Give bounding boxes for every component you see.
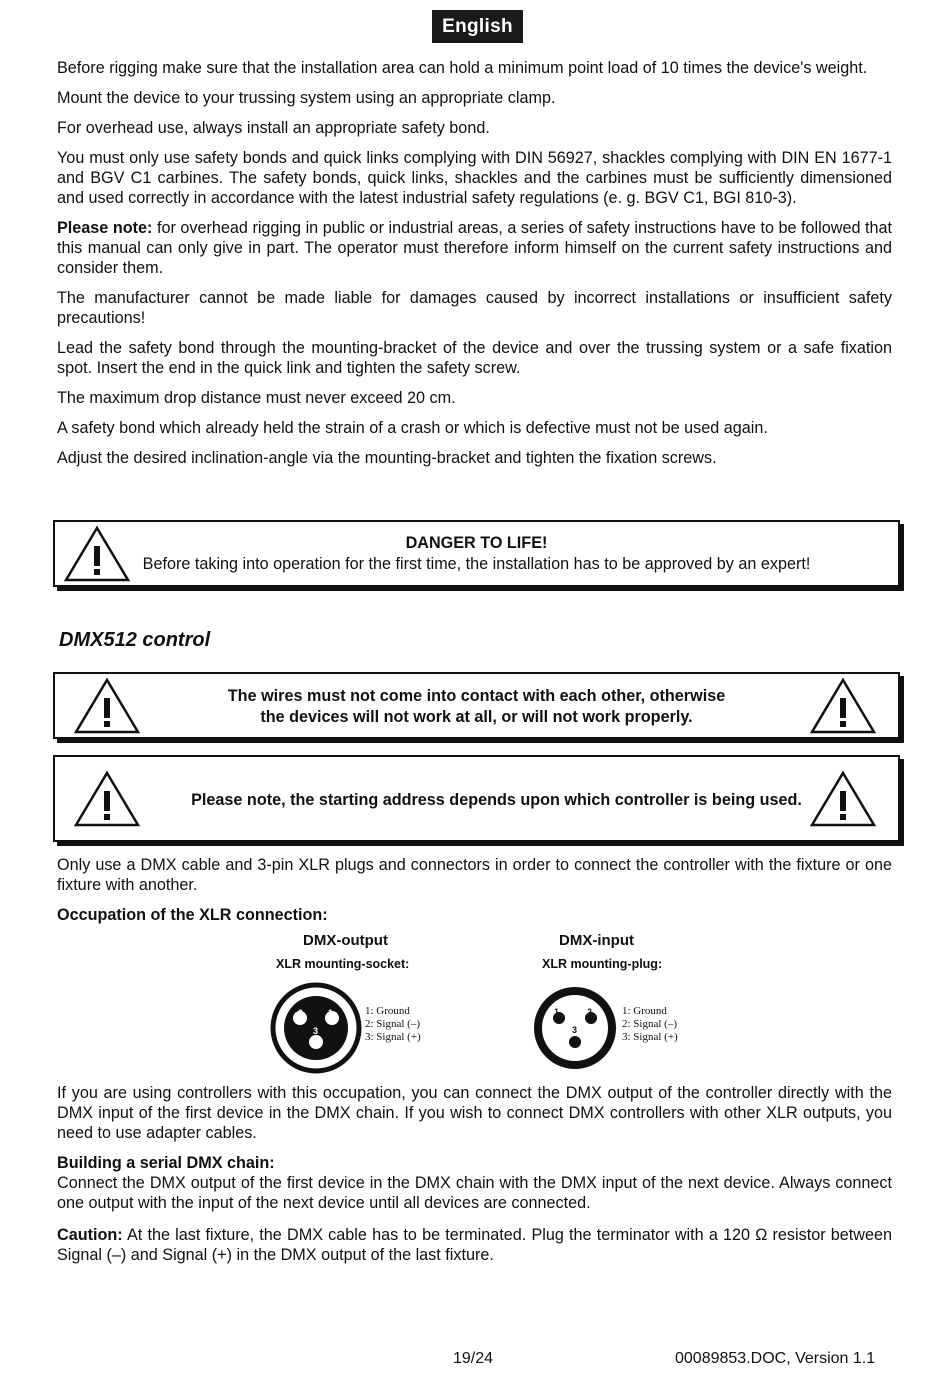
dmx-output-pin-legend: 1: Ground 2: Signal (–) 3: Signal (+): [365, 1005, 421, 1043]
dmx-intro: [57, 855, 892, 935]
dmx-input-title: DMX-input: [559, 932, 634, 949]
dmx-input-pin-legend: 1: Ground 2: Signal (–) 3: Signal (+): [622, 1005, 678, 1043]
pin-label: 1: [328, 1008, 334, 1018]
danger-title: DANGER TO LIFE!: [405, 534, 548, 552]
paragraph: Please note: for overhead rigging in public or industrial areas, a series of safety instructions have to be followed that this manual can only give in part. The operator must therefore inform himself on the current safety instructions and consider them.: [57, 219, 892, 277]
wires-warning-line2: the devices will not work at all, or will not work properly.: [260, 708, 693, 726]
paragraph: Only use a DMX cable and 3-pin XLR plugs and connectors in order to connect the controller with the fixture or one fixture with another.: [57, 856, 892, 894]
xlr-heading: Occupation of the XLR connection:: [57, 906, 328, 924]
paragraph: Building a serial DMX chain: Connect the DMX output of the first device in the DMX chain with the DMX input of the next device. Always connect one output with the input of the next device until all devices are connected.: [57, 1154, 892, 1212]
paragraph: The maximum drop distance must never exceed 20 cm.: [57, 389, 456, 407]
paragraph: A safety bond which already held the strain of a crash or which is defective must not be used again.: [57, 419, 768, 437]
page-number: 19/24: [453, 1350, 494, 1367]
address-warning-text: Please note, the starting address depends upon which controller is being used.: [191, 791, 802, 809]
paragraph: Lead the safety bond through the mounting-bracket of the device and over the trussing system or a safe fixation spot. Insert the end in the quick link and tighten the safety screw.: [57, 339, 892, 377]
dmx-output-subtitle: XLR mounting-socket:: [276, 957, 410, 971]
pin-label: 3: [313, 1026, 319, 1036]
paragraph: Adjust the desired inclination-angle via the mounting-bracket and tighten the fixation screws.: [57, 449, 717, 467]
paragraph: The manufacturer cannot be made liable for damages caused by incorrect installations or insufficient safety precautions!: [57, 289, 892, 327]
danger-text: Before taking into operation for the first time, the installation has to be approved by an expert!: [142, 555, 811, 573]
paragraph: You must only use safety bonds and quick links complying with DIN 56927, shackles complying with DIN EN 1677-1 and BGV C1 carbines. The safety bonds, quick links, shackles and the carbines must be sufficiently dimensioned and used correctly in accordance with the latest industrial safety regulations (e. g. BGV C1, BGI 810-3).: [57, 149, 892, 207]
paragraph: For overhead use, always install an appropriate safety bond.: [57, 119, 490, 137]
section-heading: DMX512 control: [59, 629, 211, 651]
address-warning-box: [53, 755, 900, 842]
rigging-instructions: [57, 58, 892, 478]
pin-label: 1: [554, 1007, 560, 1017]
wires-warning-line1: The wires must not come into contact with each other, otherwise: [227, 687, 726, 705]
document-version: 00089853.DOC, Version 1.1: [675, 1350, 876, 1367]
serial-chain-heading: Building a serial DMX chain:: [57, 1154, 275, 1172]
xlr-plug-icon: [529, 982, 621, 1074]
dmx-output-title: DMX-output: [303, 932, 388, 949]
pin-label: 2: [298, 1008, 304, 1018]
paragraph: Mount the device to your trussing system using an appropriate clamp.: [57, 89, 556, 107]
language-badge: English: [432, 10, 523, 43]
danger-box: [53, 520, 900, 587]
dmx-chain-instructions: [57, 1083, 892, 1275]
paragraph: Before rigging make sure that the installation area can hold a minimum point load of 10 times the device's weight.: [57, 59, 868, 77]
wires-warning-box: [53, 672, 900, 739]
pin-label: 3: [572, 1025, 578, 1035]
paragraph: Caution: At the last fixture, the DMX cable has to be terminated. Plug the terminator with a 120 Ω resistor between Signal (–) and Signal (+) in the DMX output of the last fixture.: [57, 1226, 892, 1264]
xlr-socket-icon: [270, 982, 362, 1074]
paragraph: If you are using controllers with this occupation, you can connect the DMX output of the controller directly with the DMX input of the first device in the DMX chain. If you wish to connect DMX controllers with other XLR outputs, you need to use adapter cables.: [57, 1084, 892, 1142]
pin-label: 2: [587, 1007, 593, 1017]
dmx-input-subtitle: XLR mounting-plug:: [542, 957, 663, 971]
